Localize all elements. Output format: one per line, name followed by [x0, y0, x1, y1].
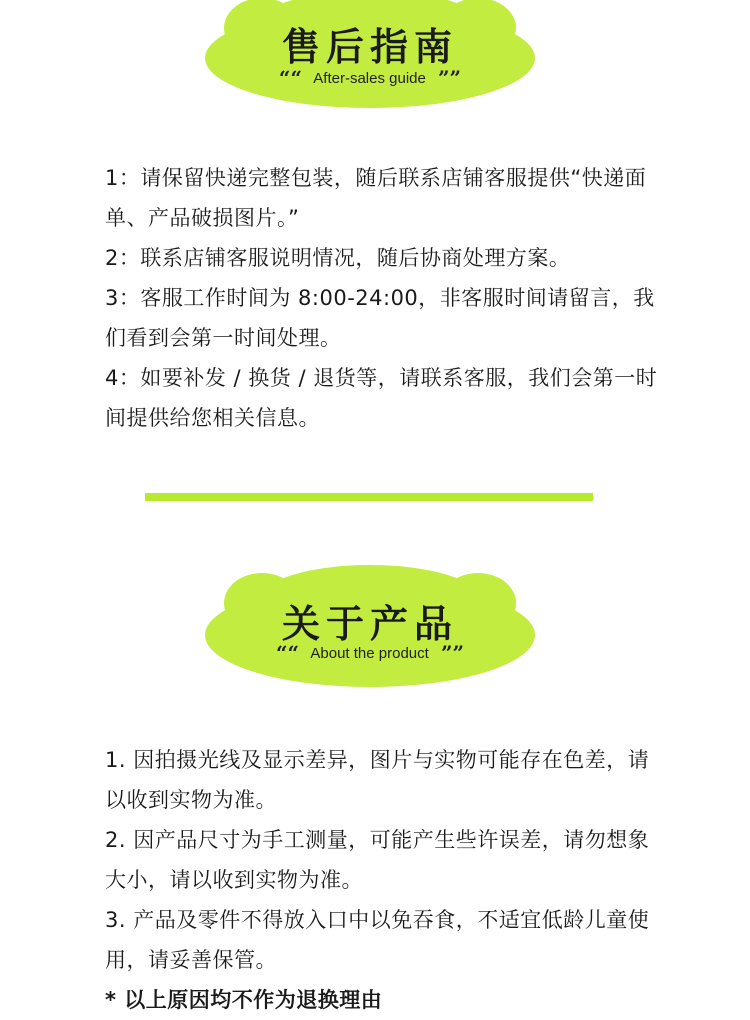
open-quote-icon-2: “: [290, 66, 302, 90]
section-divider: [145, 493, 593, 501]
list-item: 3：客服工作时间为 8:00-24:00，非客服时间请留言，我们看到会第一时间处理。: [105, 286, 655, 350]
after-sales-list: [105, 158, 665, 438]
open-quote-icon-2: “: [287, 641, 300, 665]
list-item: 1：请保留快递完整包装，随后联系店铺客服提供“快递面单、产品破损图片。”: [105, 166, 647, 230]
close-quote-icon-2: ”: [449, 66, 462, 90]
list-item: 1. 因拍摄光线及显示差异，图片与实物可能存在色差，请以收到实物为准。: [105, 748, 650, 812]
section-subtitle-row: [200, 641, 540, 665]
open-quote-icon: “: [278, 66, 291, 90]
list-item: 2. 因产品尺寸为手工测量，可能产生些许误差，请勿想象大小，请以收到实物为准。: [105, 828, 650, 892]
close-quote-icon-2: ”: [452, 641, 464, 665]
section-title: 关于产品: [281, 602, 458, 646]
section-subtitle-row: [200, 66, 540, 90]
after-sales-badge: [200, 0, 540, 110]
about-product-list: [105, 740, 665, 1020]
list-item: 2：联系店铺客服说明情况，随后协商处理方案。: [105, 246, 571, 270]
section-subtitle: After-sales guide: [313, 70, 426, 87]
section-title: 售后指南: [281, 25, 458, 69]
about-product-badge: [200, 565, 540, 690]
list-item: * 以上原因均不作为退换理由: [105, 988, 383, 1012]
close-quote-icon: ”: [438, 66, 450, 90]
open-quote-icon: “: [276, 641, 288, 665]
list-item: 3. 产品及零件不得放入口中以免吞食，不适宜低龄儿童使用，请妥善保管。: [105, 908, 650, 972]
list-item: 4：如要补发 / 换货 / 退货等，请联系客服，我们会第一时间提供给您相关信息。: [105, 366, 658, 430]
close-quote-icon: ”: [440, 641, 453, 665]
section-subtitle: About the product: [310, 645, 429, 662]
